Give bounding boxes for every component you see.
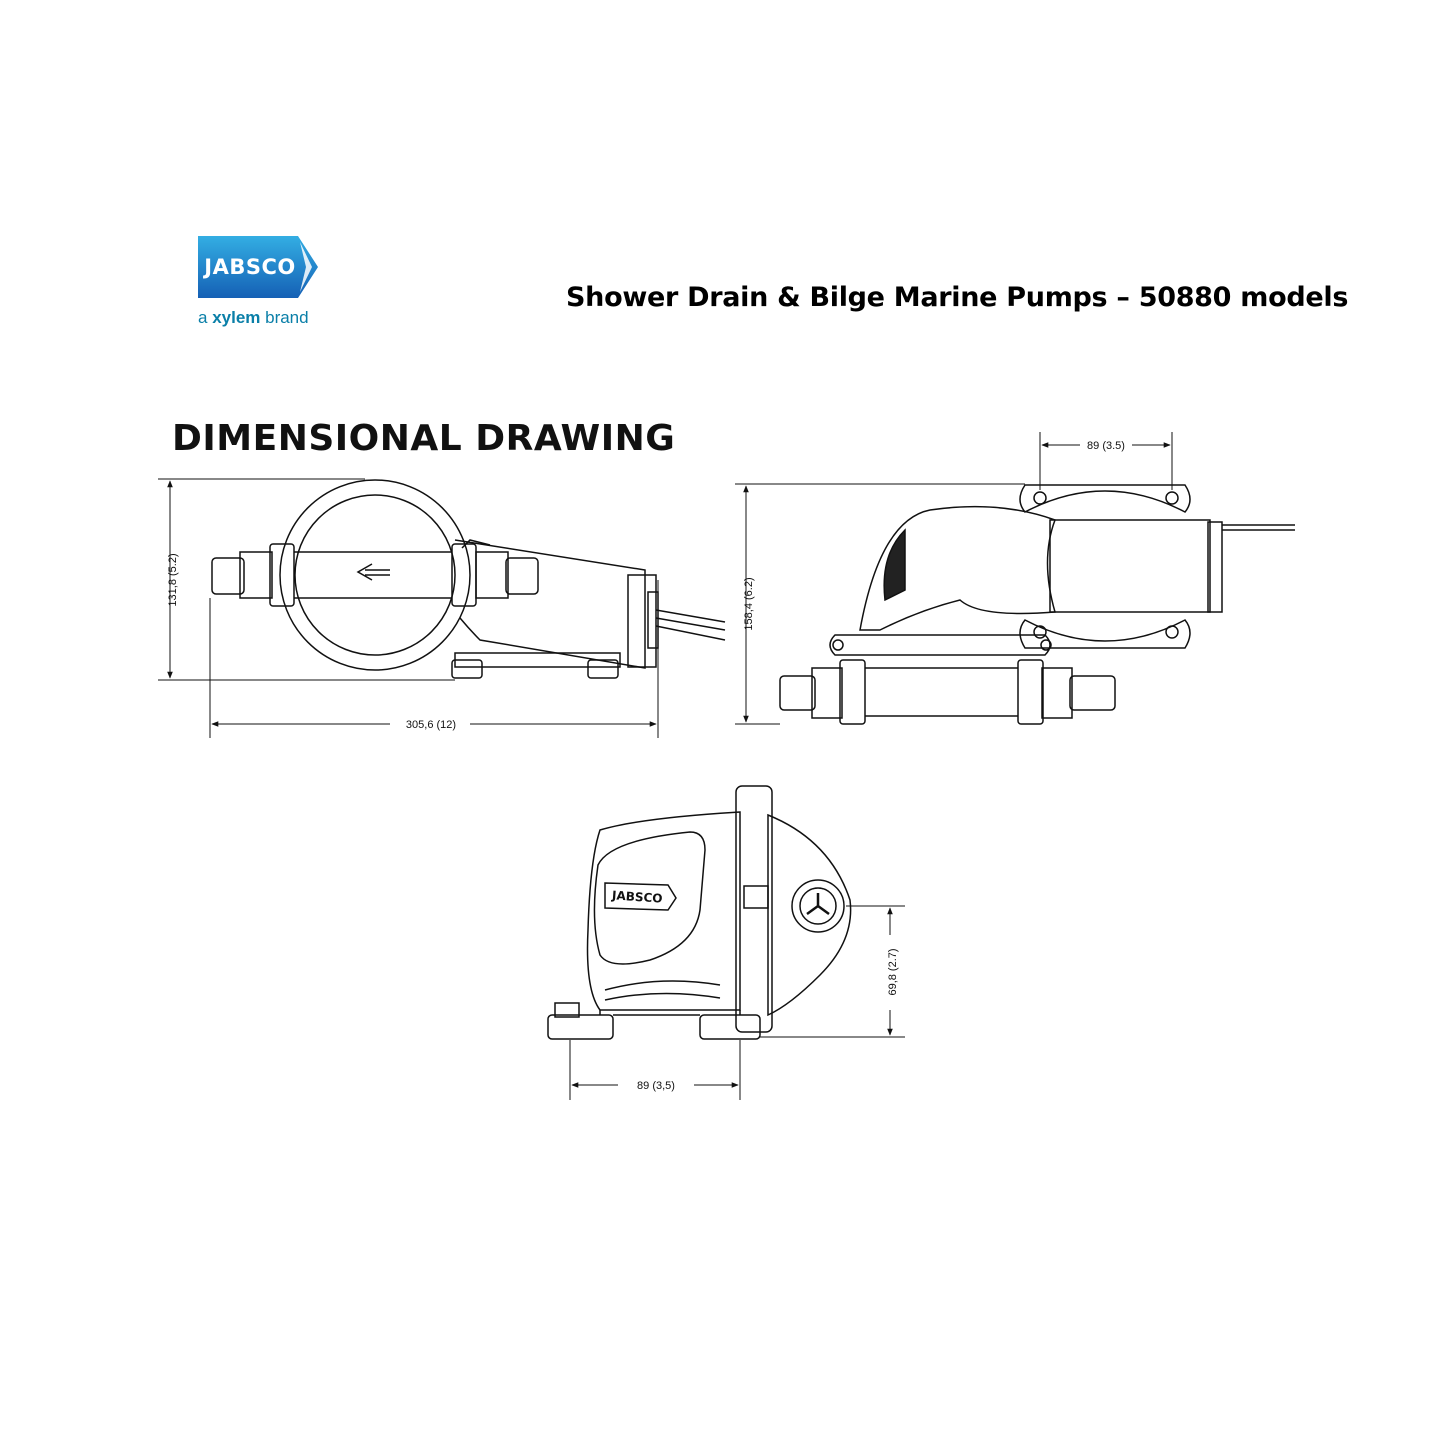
top-base-plate (830, 635, 1050, 655)
side-mount-foot-left (452, 660, 482, 678)
end-pump-head (768, 815, 851, 1015)
drawing-heading: DIMENSIONAL DRAWING (172, 418, 676, 459)
top-base-screw-left (833, 640, 843, 650)
top-mount-hole-2 (1166, 492, 1178, 504)
top-port-body-lines (865, 668, 1018, 716)
top-mount-hole-4 (1166, 626, 1178, 638)
side-port-left-body (240, 552, 272, 598)
end-mount-foot-left (548, 1015, 613, 1039)
top-port-left-barb (780, 676, 815, 710)
end-bracket-clip (744, 886, 768, 908)
top-port-right-body (1042, 668, 1072, 718)
top-port-right-nut (1018, 660, 1043, 724)
logo-wordmark: JABSCO (204, 255, 296, 279)
top-motor-body (1050, 520, 1210, 612)
end-height-label: 69,8 (2.7) (887, 948, 899, 996)
end-bracket-plate (736, 786, 772, 1032)
end-motor-housing (588, 812, 741, 1010)
end-motor-ring-1 (605, 981, 720, 990)
side-length-label: 305,6 (12) (405, 719, 457, 731)
side-port-left-barb (212, 558, 244, 594)
top-height-label: 158,4 (6.2) (743, 577, 755, 631)
end-spacing-label: 89 (3,5) (637, 1080, 675, 1092)
end-view (548, 786, 905, 1100)
top-port-left-nut (840, 660, 865, 724)
end-outlet-flap-icon (807, 893, 829, 914)
tagline-prefix: a (198, 308, 213, 327)
side-height-label: 131,8 (5.2) (167, 553, 179, 607)
side-motor-body (455, 540, 645, 668)
side-port-right-barb (506, 558, 538, 594)
top-view (735, 432, 1295, 724)
top-mount-hole-1 (1034, 492, 1046, 504)
side-motor-endcap (628, 575, 656, 667)
end-emblem-text: JABSCO (611, 888, 663, 906)
top-port-right-barb (1070, 676, 1115, 710)
side-view (158, 479, 725, 738)
end-mount-foot-right (700, 1015, 760, 1039)
top-spacing-label: 89 (3.5) (1087, 440, 1125, 452)
tagline-brand: xylem (212, 308, 261, 327)
top-emblem-shadow (884, 530, 905, 600)
tagline-suffix: brand (260, 308, 309, 327)
side-port-right-body (476, 552, 508, 598)
document-title: Shower Drain & Bilge Marine Pumps – 50880 models (566, 282, 1349, 313)
top-port-left-body (812, 668, 842, 718)
flow-direction-arrow-icon (358, 564, 390, 580)
end-motor-ring-2 (605, 993, 720, 1000)
